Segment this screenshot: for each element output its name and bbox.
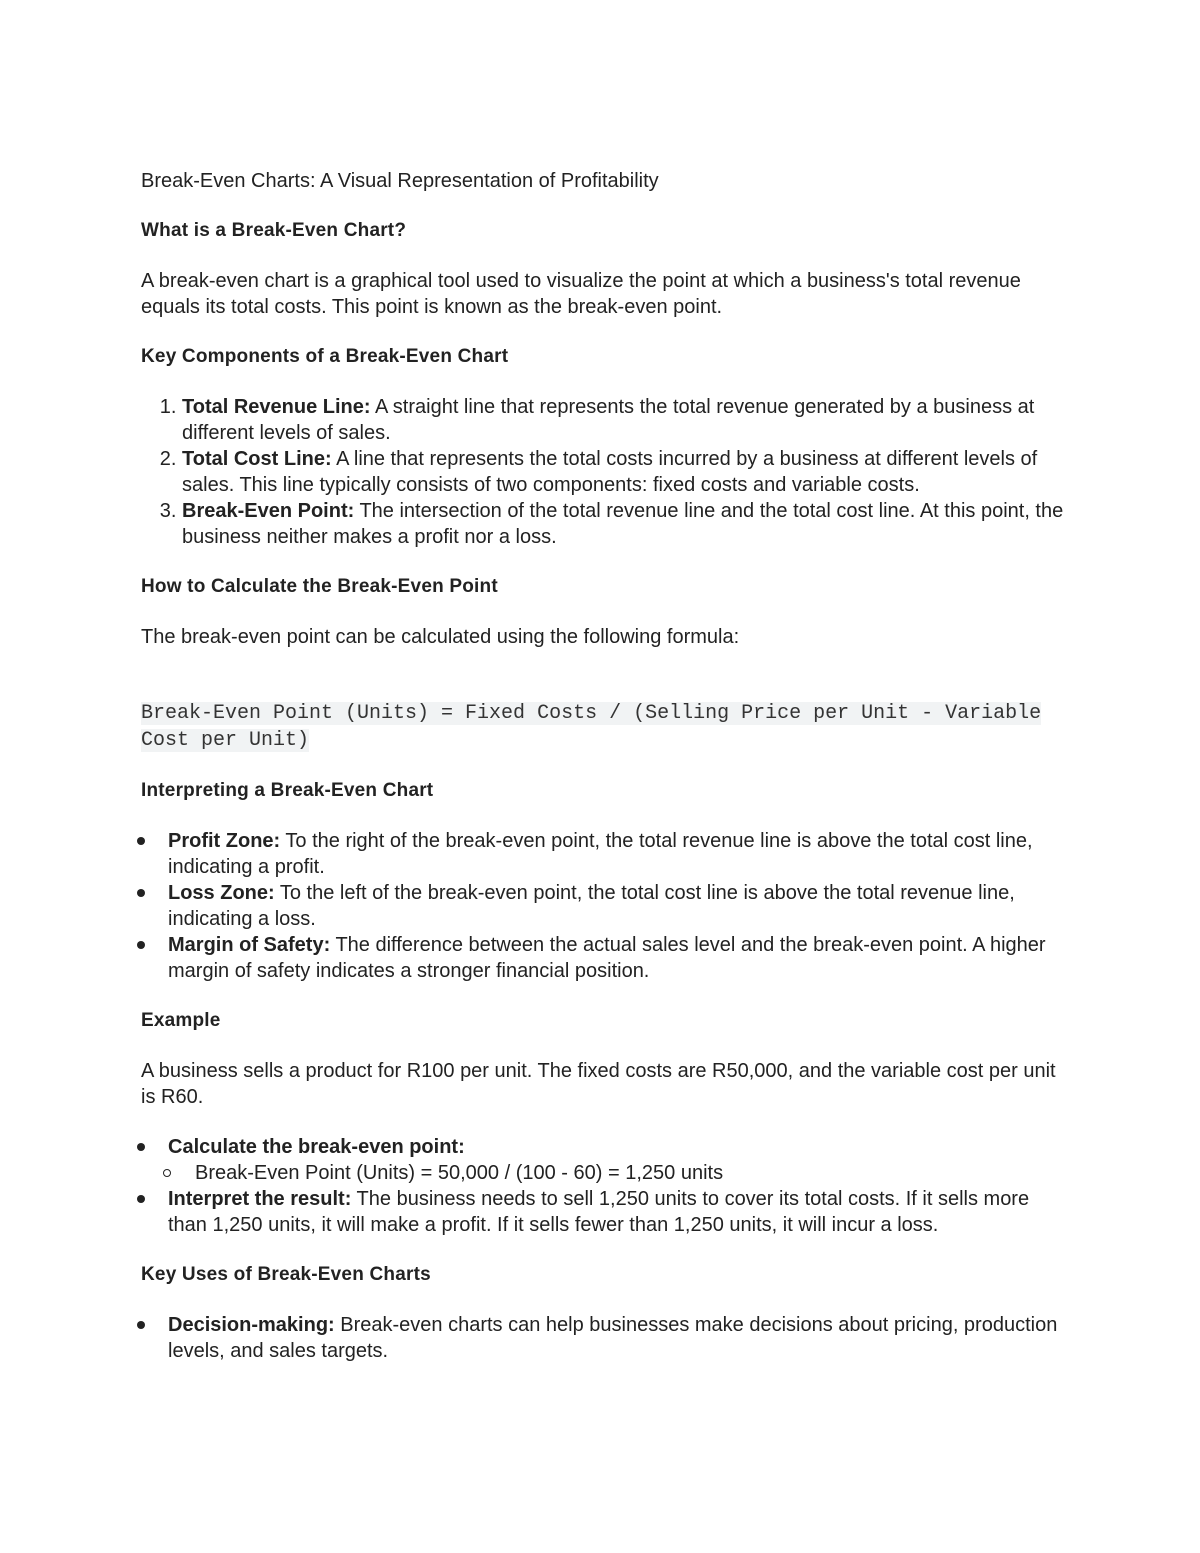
hollow-bullet-icon: [163, 1169, 171, 1177]
item-term: Margin of Safety:: [168, 934, 331, 956]
paragraph-calculate: The break-even point can be calculated using the following formula:: [141, 626, 740, 648]
components-list: [141, 394, 1071, 550]
item-text: To the left of the break-even point, the total cost line is above the total revenue line, indicating a loss.: [168, 882, 1015, 930]
item-text: Break-even charts can help businesses make decisions about pricing, production levels, and sales targets.: [168, 1314, 1058, 1362]
bullet-icon: [137, 1321, 145, 1329]
formula-block: [141, 700, 1071, 754]
bullet-icon: [137, 1143, 145, 1151]
bullet-icon: [137, 889, 145, 897]
list-item: [168, 1186, 1071, 1238]
document-body: [141, 168, 1071, 1388]
item-term: Profit Zone:: [168, 830, 281, 852]
bullet-icon: [137, 941, 145, 949]
section-heading-uses: Key Uses of Break-Even Charts: [141, 1264, 431, 1285]
example-list: [141, 1134, 1071, 1238]
list-item: [182, 394, 1071, 446]
section-heading-interpreting: Interpreting a Break-Even Chart: [141, 780, 434, 801]
item-term: Decision-making:: [168, 1314, 335, 1336]
item-text: To the right of the break-even point, the total revenue line is above the total cost line, indicating a profit.: [168, 830, 1033, 878]
item-term: Break-Even Point:: [182, 500, 355, 522]
uses-list: [141, 1312, 1071, 1364]
section-heading-what: What is a Break-Even Chart?: [141, 220, 407, 241]
list-item: [182, 498, 1071, 550]
spacer: [141, 674, 1071, 700]
item-term: Total Cost Line:: [182, 448, 332, 470]
list-item: [168, 1312, 1071, 1364]
list-item: [168, 880, 1071, 932]
list-item: [168, 828, 1071, 880]
item-term: Loss Zone:: [168, 882, 275, 904]
formula-code: Break-Even Point (Units) = Fixed Costs / (Selling Price per Unit - Variable Cost per Unit): [141, 702, 1042, 752]
list-item: [168, 1134, 1071, 1186]
item-text: A line that represents the total costs incurred by a business at different levels of sales. This line typically consists of two components: fixed costs and variable costs.: [182, 448, 1038, 496]
item-text: The difference between the actual sales level and the break-even point. A higher margin of safety indicates a stronger financial position.: [168, 934, 1046, 982]
document-title: Break-Even Charts: A Visual Representation of Profitability: [141, 170, 659, 192]
item-text: The business needs to sell 1,250 units to cover its total costs. If it sells more than 1,250 units, it will make a profit. If it sells fewer than 1,250 units, it will incur a loss.: [168, 1188, 1030, 1236]
list-item: [168, 932, 1071, 984]
list-item: [182, 446, 1071, 498]
item-text: The intersection of the total revenue line and the total cost line. At this point, the business neither makes a profit nor a loss.: [182, 500, 1064, 548]
item-term: Calculate the break-even point:: [168, 1136, 465, 1158]
sub-list-item: [195, 1160, 1071, 1186]
item-term: Interpret the result:: [168, 1188, 352, 1210]
item-text: Break-Even Point (Units) = 50,000 / (100 - 60) = 1,250 units: [195, 1162, 724, 1184]
interpreting-list: [141, 828, 1071, 984]
bullet-icon: [137, 837, 145, 845]
section-heading-components: Key Components of a Break-Even Chart: [141, 346, 509, 367]
section-heading-calculate: How to Calculate the Break-Even Point: [141, 576, 498, 597]
item-term: Total Revenue Line:: [182, 396, 371, 418]
section-heading-example: Example: [141, 1010, 221, 1031]
paragraph-what: A break-even chart is a graphical tool used to visualize the point at which a business's total revenue equals its total costs. This point is known as the break-even point.: [141, 270, 1021, 318]
bullet-icon: [137, 1195, 145, 1203]
item-text: A straight line that represents the total revenue generated by a business at different levels of sales.: [182, 396, 1035, 444]
sub-list: [168, 1160, 1071, 1186]
paragraph-example: A business sells a product for R100 per unit. The fixed costs are R50,000, and the variable cost per unit is R60.: [141, 1060, 1056, 1108]
